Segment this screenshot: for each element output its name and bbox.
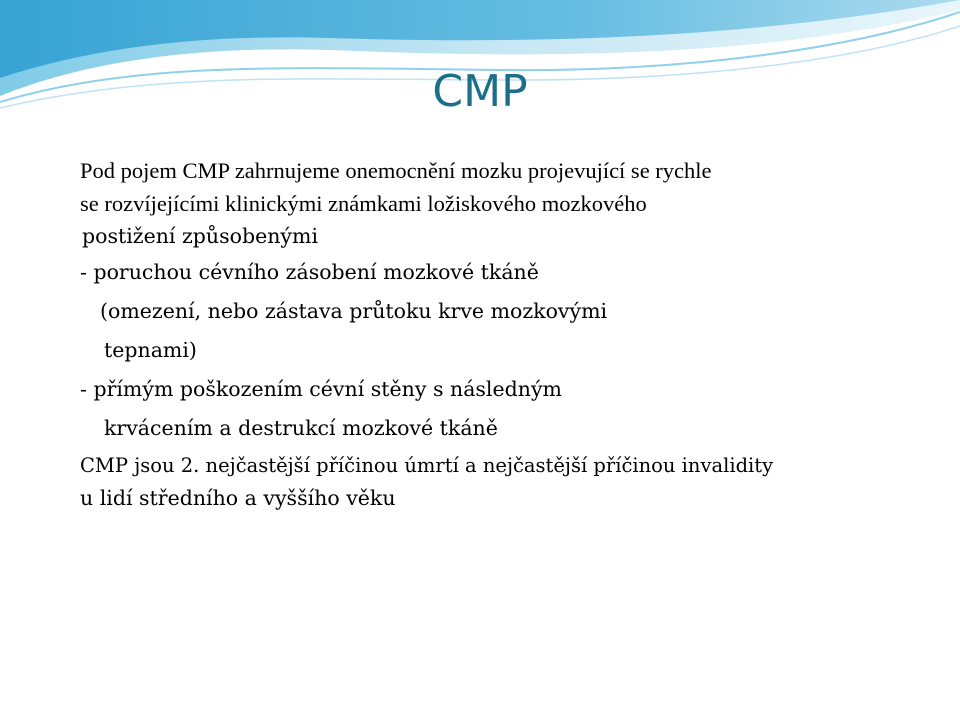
body-line: krvácením a destrukcí mozkové tkáně: [104, 416, 498, 440]
body-line: u lidí středního a vyššího věku: [80, 486, 396, 510]
slide-title: CMP: [432, 66, 528, 117]
body-line: Pod pojem CMP zahrnujeme onemocnění mozku projevující se rychle: [80, 158, 712, 183]
body-line: (omezení, nebo zástava průtoku krve mozkovými: [100, 299, 608, 323]
body-line: se rozvíjejícími klinickými známkami ložiskového mozkového: [80, 191, 647, 216]
body-line: - přímým poškozením cévní stěny s následným: [80, 377, 562, 401]
body-line: CMP jsou 2. nejčastější příčinou úmrtí a nejčastější příčinou invalidity: [80, 454, 774, 477]
body-line: postižení způsobenými: [82, 224, 319, 248]
body-line: tepnami): [104, 338, 197, 362]
body-line: - poruchou cévního zásobení mozkové tkáně: [80, 260, 539, 284]
